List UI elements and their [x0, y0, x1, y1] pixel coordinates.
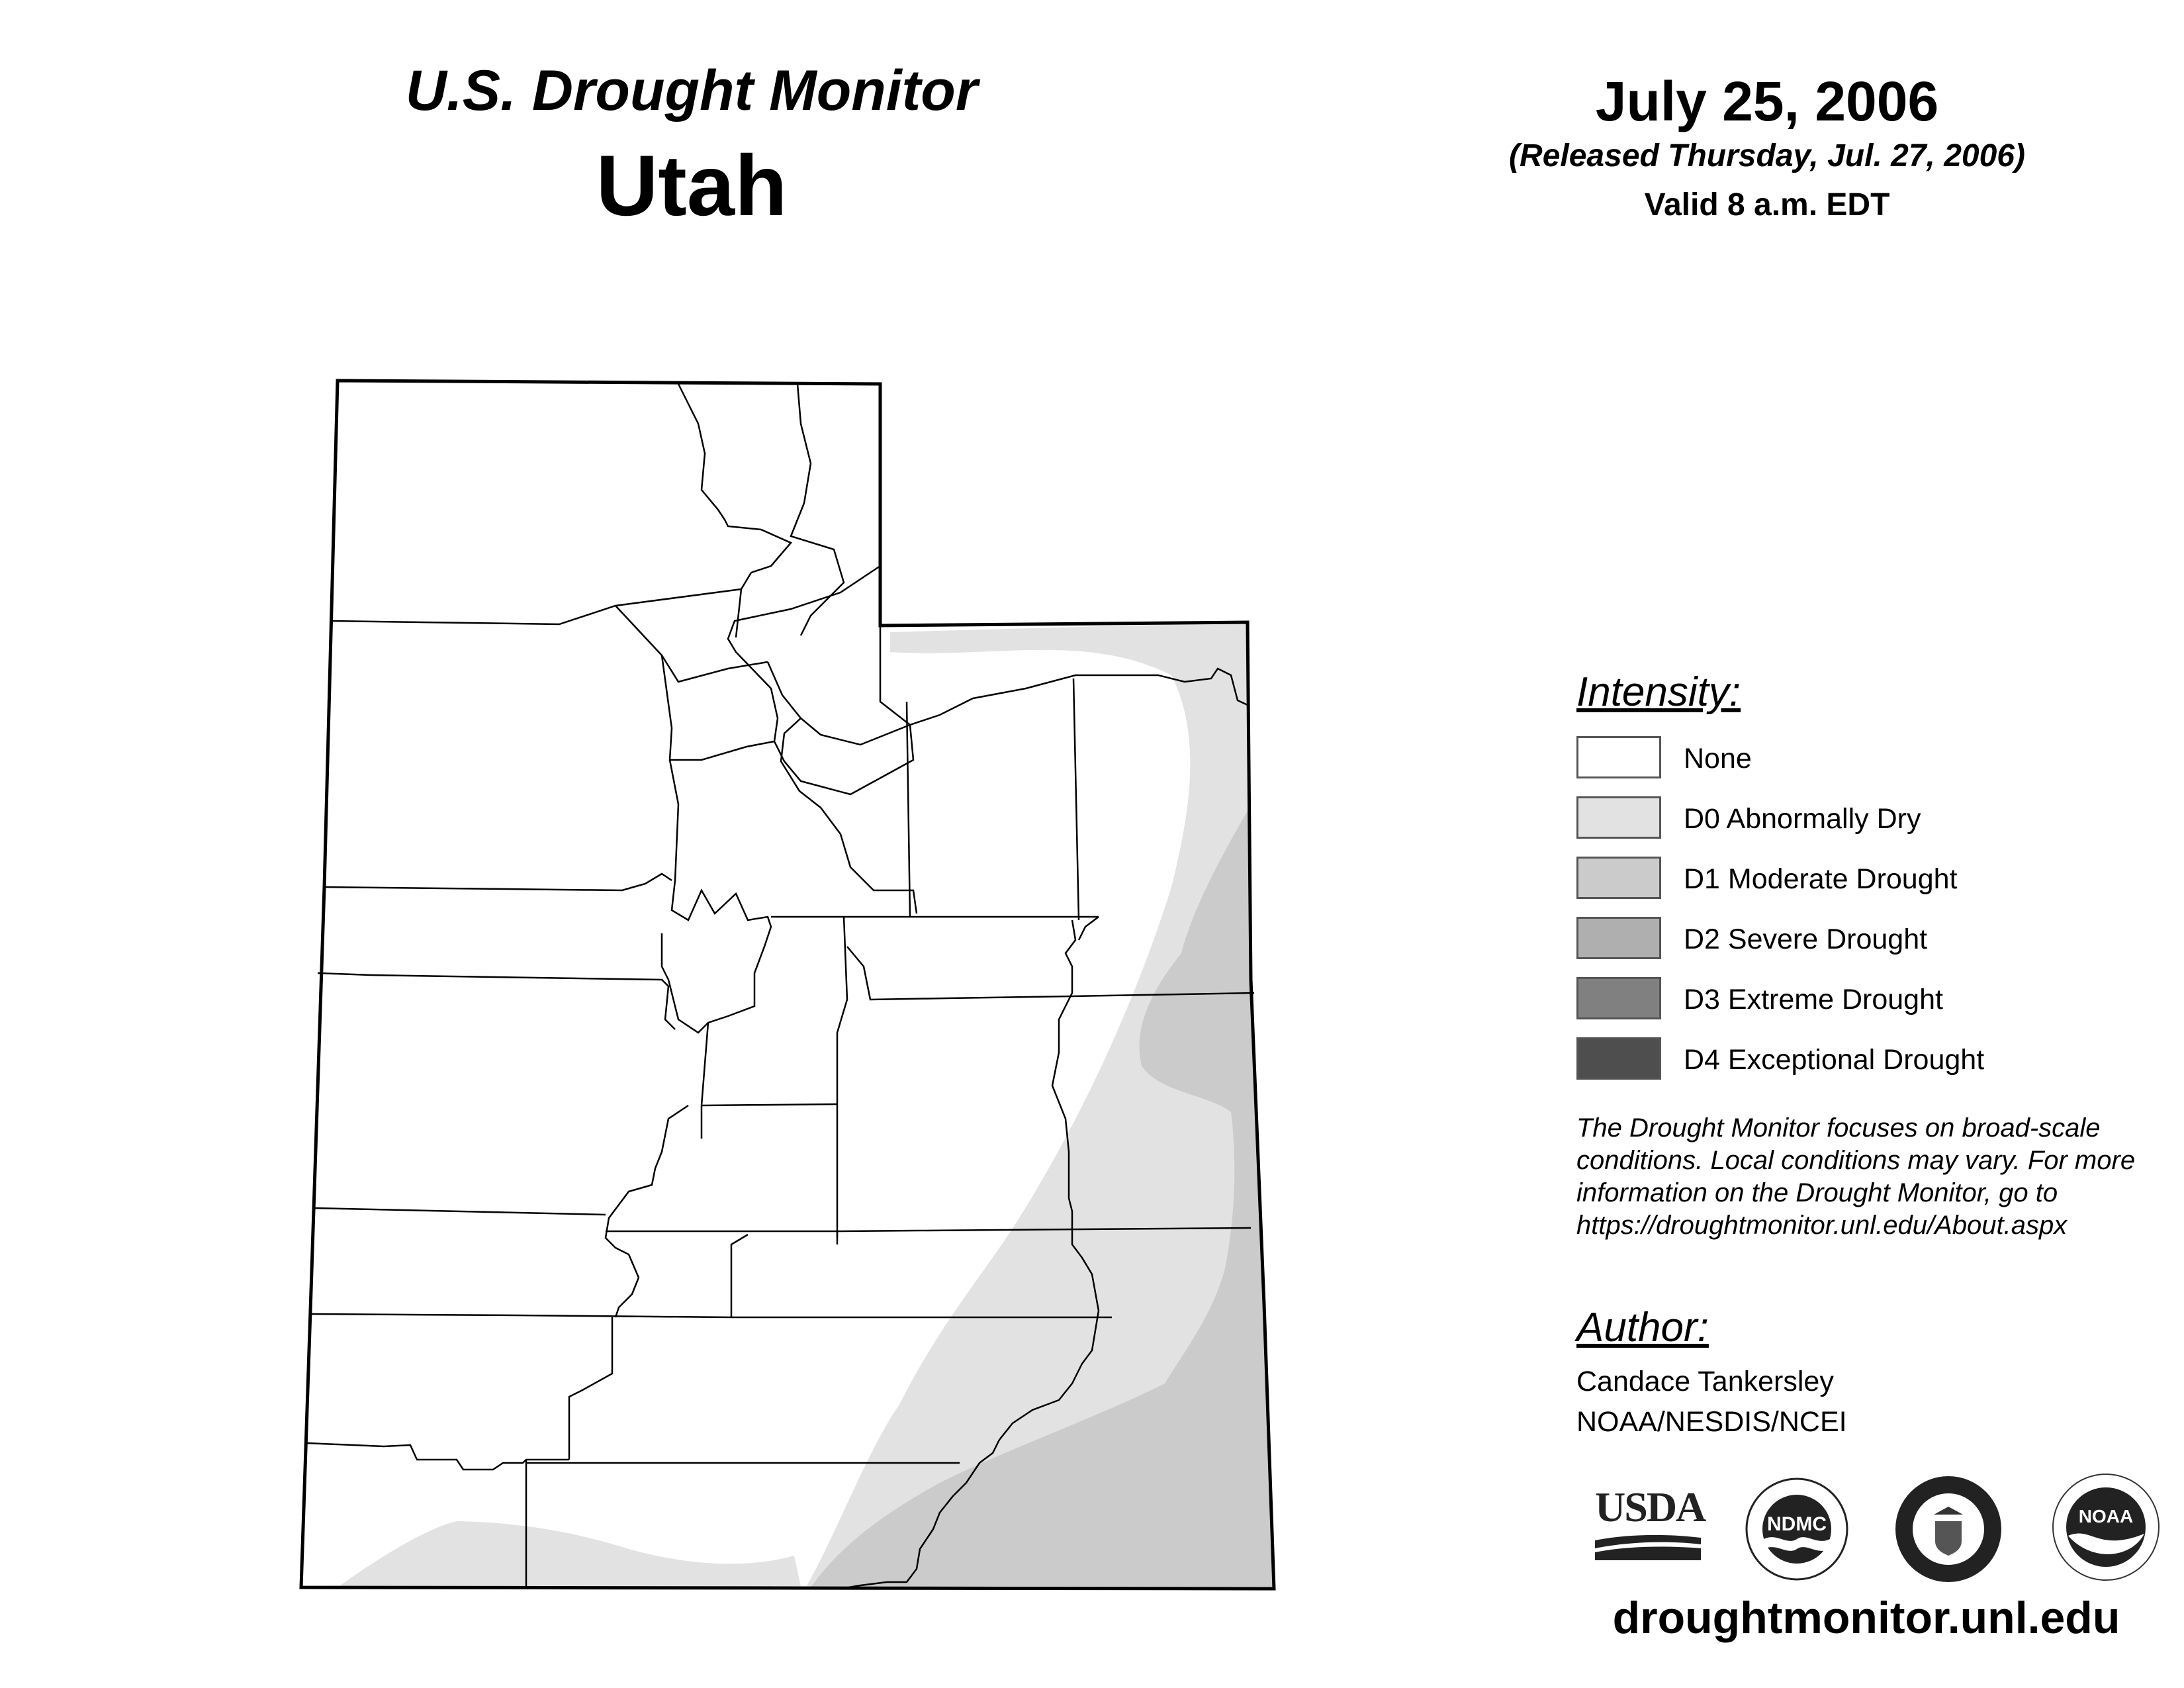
usda-logo: [1595, 1483, 1706, 1562]
legend-swatch: [1576, 796, 1661, 839]
state-name: Utah: [596, 137, 788, 234]
author-org: NOAA/NESDIS/NCEI: [1576, 1406, 1847, 1438]
legend-swatch: [1576, 977, 1661, 1019]
author-name: Candace Tankersley: [1576, 1366, 1834, 1397]
noaa-logo: [2052, 1473, 2161, 1582]
note-line: The Drought Monitor focuses on broad-scale: [1576, 1113, 2101, 1143]
commerce-seal: [1894, 1475, 2003, 1584]
note-line: https://droughtmonitor.unl.edu/About.aspx: [1576, 1211, 2068, 1240]
legend-swatch: [1576, 736, 1661, 778]
legend-label: D0 Abnormally Dry: [1684, 803, 1921, 835]
valid-time: Valid 8 a.m. EDT: [1644, 187, 1890, 222]
legend-swatch: [1576, 1037, 1661, 1080]
usda-logo-text: USDA: [1595, 1483, 1706, 1530]
legend-label: D3 Extreme Drought: [1684, 984, 1943, 1015]
note-line: information on the Drought Monitor, go to: [1576, 1178, 2058, 1207]
note-line: conditions. Local conditions may vary. For more: [1576, 1146, 2136, 1175]
legend-label: D4 Exceptional Drought: [1684, 1044, 1985, 1076]
legend-swatch: [1576, 857, 1661, 899]
website-url: droughtmonitor.unl.edu: [1612, 1593, 2120, 1643]
legend-label: D1 Moderate Drought: [1684, 863, 1958, 895]
map-title: U.S. Drought Monitor: [405, 59, 978, 122]
release-date: (Released Thursday, Jul. 27, 2006): [1509, 138, 2025, 173]
ndmc-logo-text: NDMC: [1767, 1513, 1827, 1535]
legend-label: D2 Severe Drought: [1684, 923, 1928, 955]
usda-logo-hills: [1595, 1528, 1701, 1562]
noaa-logo-text: NOAA: [2078, 1506, 2134, 1526]
legend-heading: Intensity:: [1576, 669, 1741, 715]
legend-label: None: [1684, 743, 1752, 774]
map-date: July 25, 2006: [1595, 70, 1939, 132]
ndmc-logo: [1744, 1476, 1850, 1582]
legend-swatch: [1576, 917, 1661, 959]
disclaimer-note: [1576, 1112, 2172, 1242]
author-heading: Author:: [1576, 1305, 1709, 1350]
